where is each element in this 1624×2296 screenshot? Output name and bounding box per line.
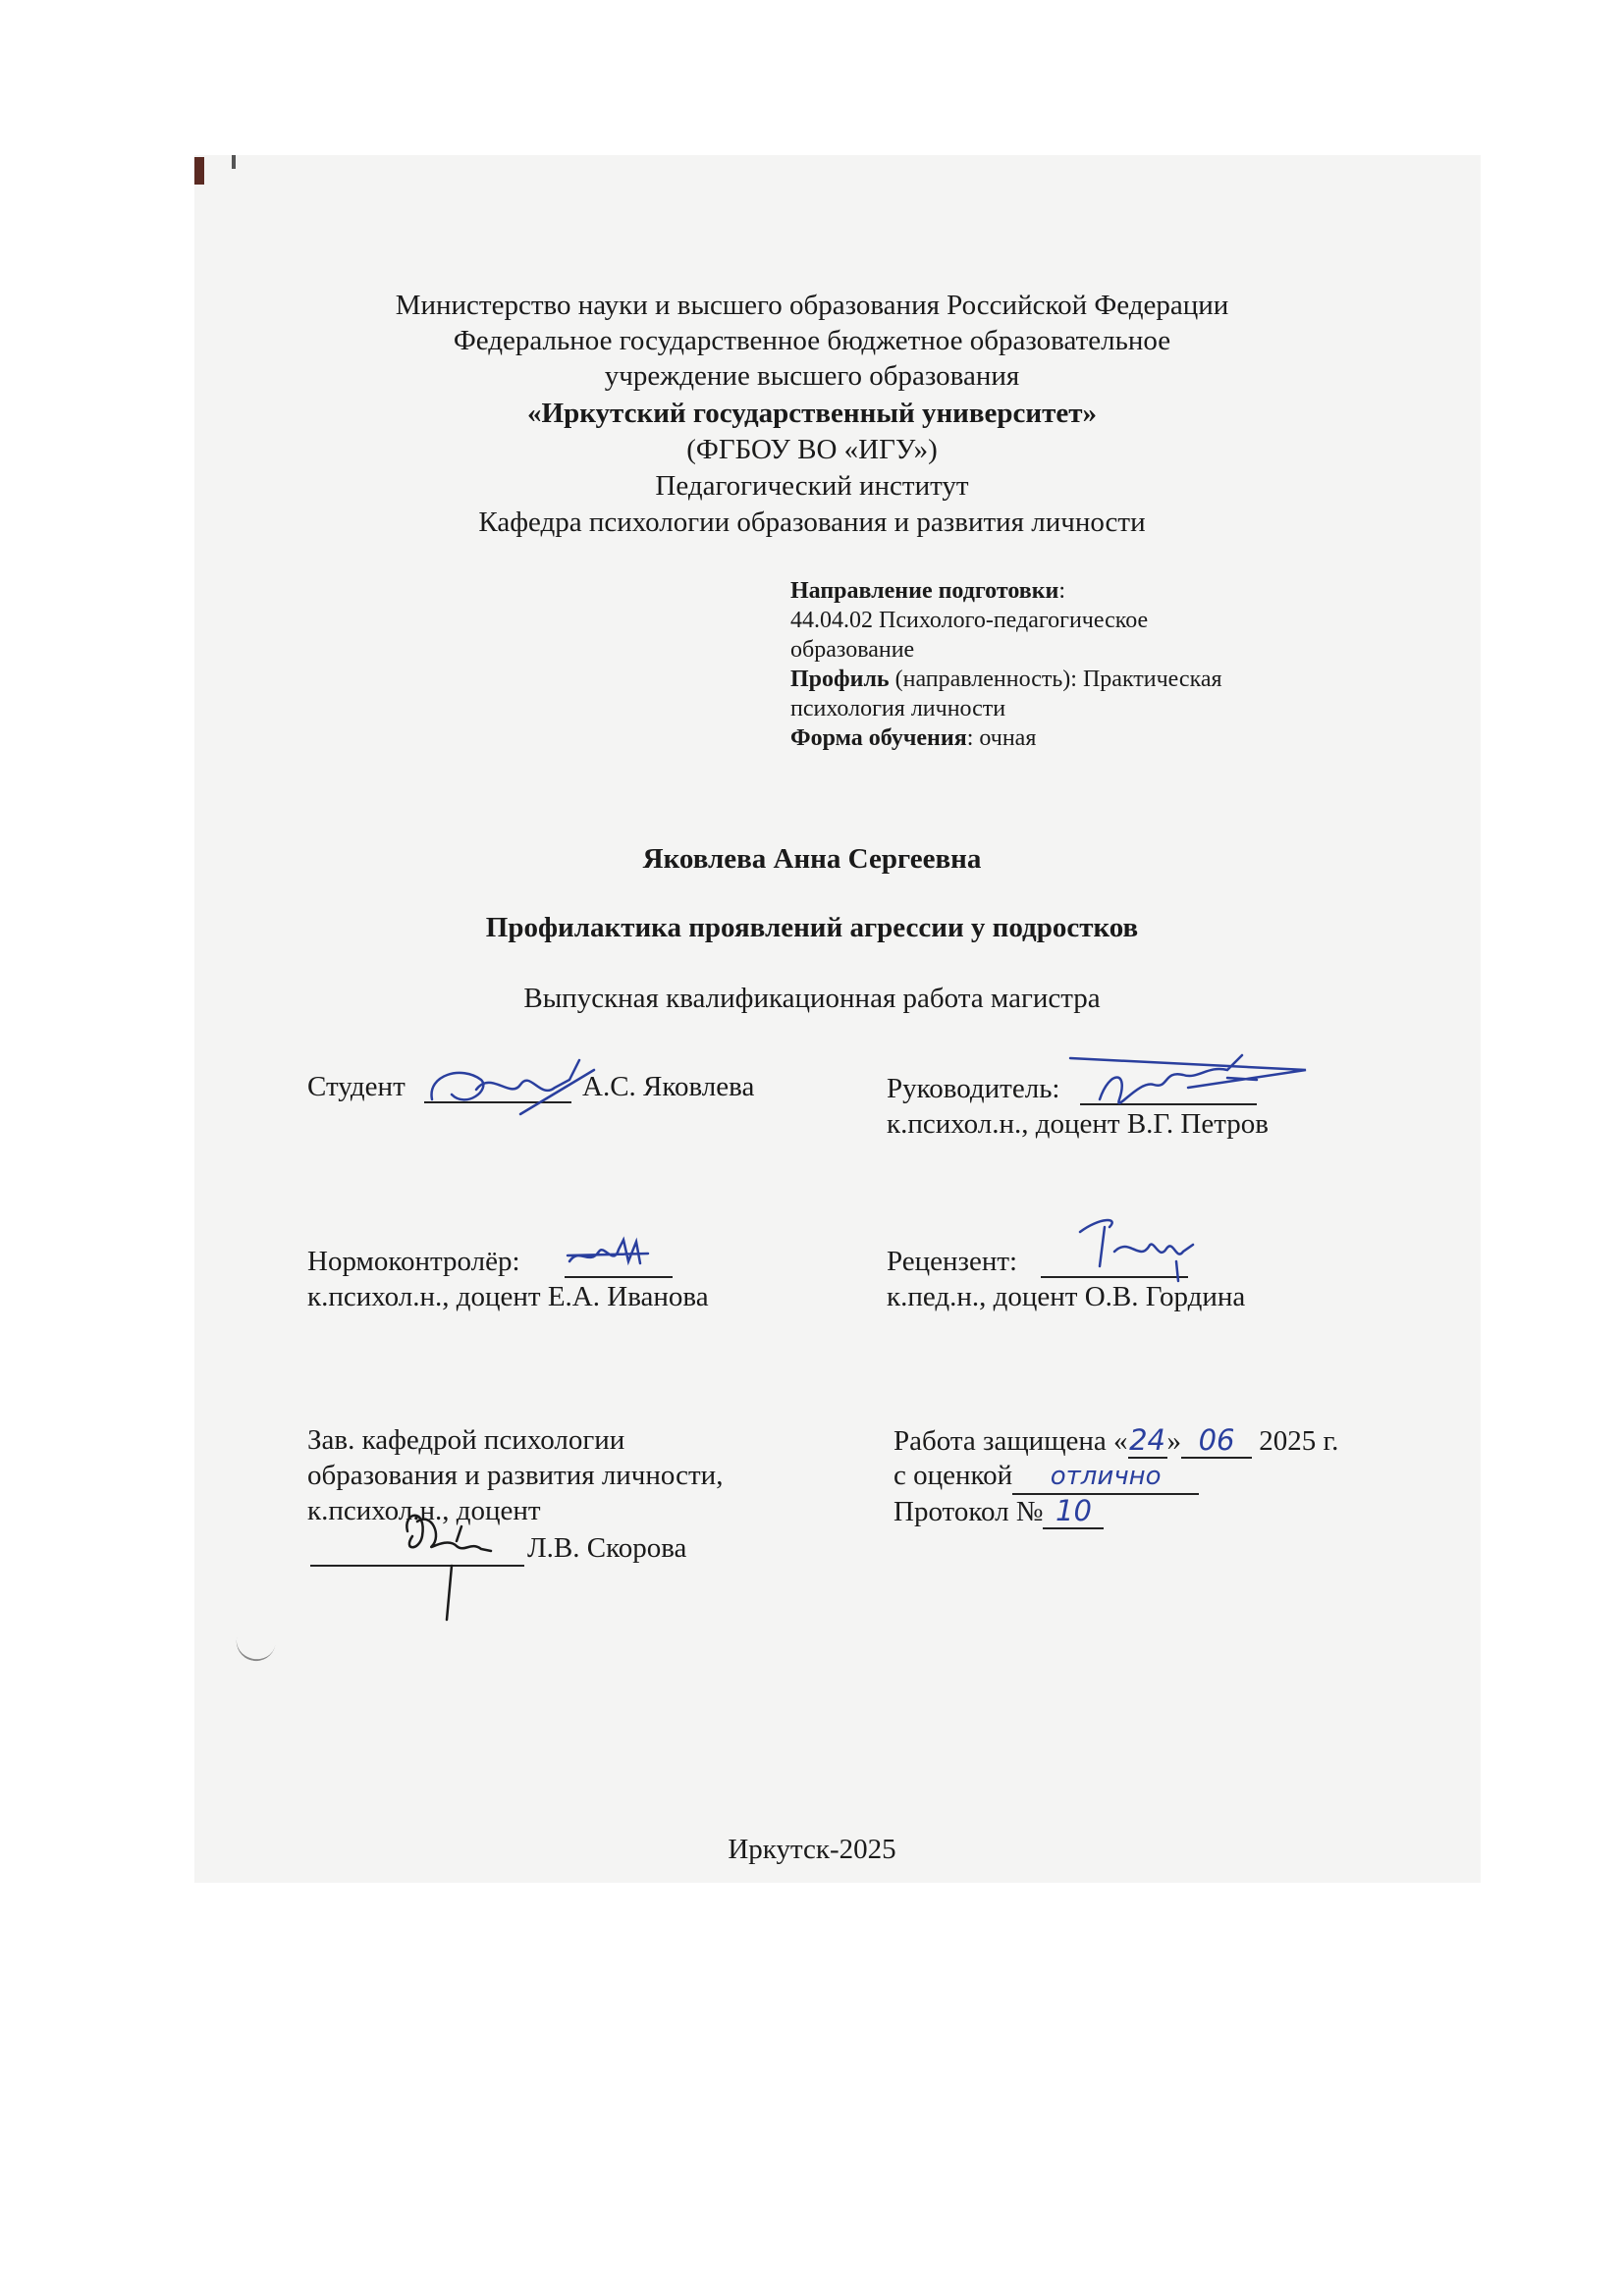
- direction-label-line: [790, 577, 1065, 606]
- profile-line: [790, 666, 1222, 694]
- supervisor-label: Руководитель:: [887, 1073, 1060, 1104]
- direction-value: образование: [790, 637, 915, 663]
- grade-value: отлично: [1012, 1460, 1199, 1495]
- profile-value: (направленность): Практическая: [889, 667, 1222, 692]
- protocol-line: [893, 1494, 1104, 1529]
- scan-artifact: [194, 157, 204, 185]
- defense-day: 24: [1129, 1423, 1165, 1457]
- direction-label: Направление подготовки: [790, 578, 1059, 604]
- work-type: Выпускная квалификационная работа магистра: [523, 983, 1101, 1014]
- profile-label: Профиль: [790, 667, 890, 692]
- student-label: Студент: [307, 1071, 406, 1102]
- university-abbrev: (ФГБОУ ВО «ИГУ»): [686, 434, 938, 465]
- university-name: «Иркутский государственный университет»: [527, 398, 1097, 429]
- department-name: Кафедра психологии образования и развития личности: [478, 507, 1146, 538]
- ministry-name: Министерство науки и высшего образования Российской Федерации: [395, 290, 1229, 321]
- quote-close: »: [1166, 1425, 1182, 1457]
- reviewer-label: Рецензент:: [887, 1246, 1018, 1277]
- protocol-label: Протокол №: [893, 1496, 1044, 1527]
- head-signature: [388, 1492, 535, 1625]
- reviewer-details: к.пед.н., доцент О.В. Гордина: [887, 1281, 1246, 1312]
- institution-line: учреждение высшего образования: [604, 360, 1020, 392]
- direction-value: 44.04.02 Психолого-педагогическое: [790, 608, 1149, 633]
- head-title-line: образования и развития личности,: [307, 1460, 724, 1491]
- student-name: А.С. Яковлева: [582, 1071, 755, 1102]
- profile-value: психология личности: [790, 696, 1006, 721]
- normcontrol-label: Нормоконтролёр:: [307, 1246, 520, 1277]
- student-signature: [422, 1041, 599, 1129]
- head-title-line: к.психол.н., доцент: [307, 1495, 541, 1526]
- normcontrol-details: к.психол.н., доцент Е.А. Иванова: [307, 1281, 709, 1312]
- form-line: [790, 724, 1036, 753]
- grade-line: [893, 1459, 1199, 1495]
- institute-name: Педагогический институт: [655, 470, 969, 502]
- thesis-title: Профилактика проявлений агрессии у подростков: [485, 912, 1139, 943]
- form-label: Форма обучения: [790, 725, 967, 751]
- scan-artifact: [232, 155, 236, 169]
- reviewer-signature: [1060, 1207, 1208, 1286]
- defense-month: 06: [1181, 1423, 1252, 1459]
- direction-colon: :: [1058, 578, 1066, 604]
- head-name: Л.В. Скорова: [527, 1532, 687, 1564]
- normcontrol-signature: [560, 1232, 668, 1281]
- defense-date-line: [893, 1423, 1338, 1459]
- institution-line: Федеральное государственное бюджетное образовательное: [453, 325, 1171, 356]
- head-title-line: Зав. кафедрой психологии: [307, 1424, 625, 1456]
- defense-year: 2025 г.: [1259, 1425, 1339, 1457]
- defense-prefix: Работа защищена «: [893, 1425, 1128, 1457]
- city-year: Иркутск-2025: [728, 1834, 896, 1865]
- form-value: : очная: [966, 725, 1037, 751]
- supervisor-details: к.психол.н., доцент В.Г. Петров: [887, 1108, 1269, 1140]
- grade-label: с оценкой: [893, 1460, 1013, 1491]
- author-name: Яковлева Анна Сергеевна: [642, 843, 982, 875]
- protocol-number: 10: [1043, 1494, 1104, 1529]
